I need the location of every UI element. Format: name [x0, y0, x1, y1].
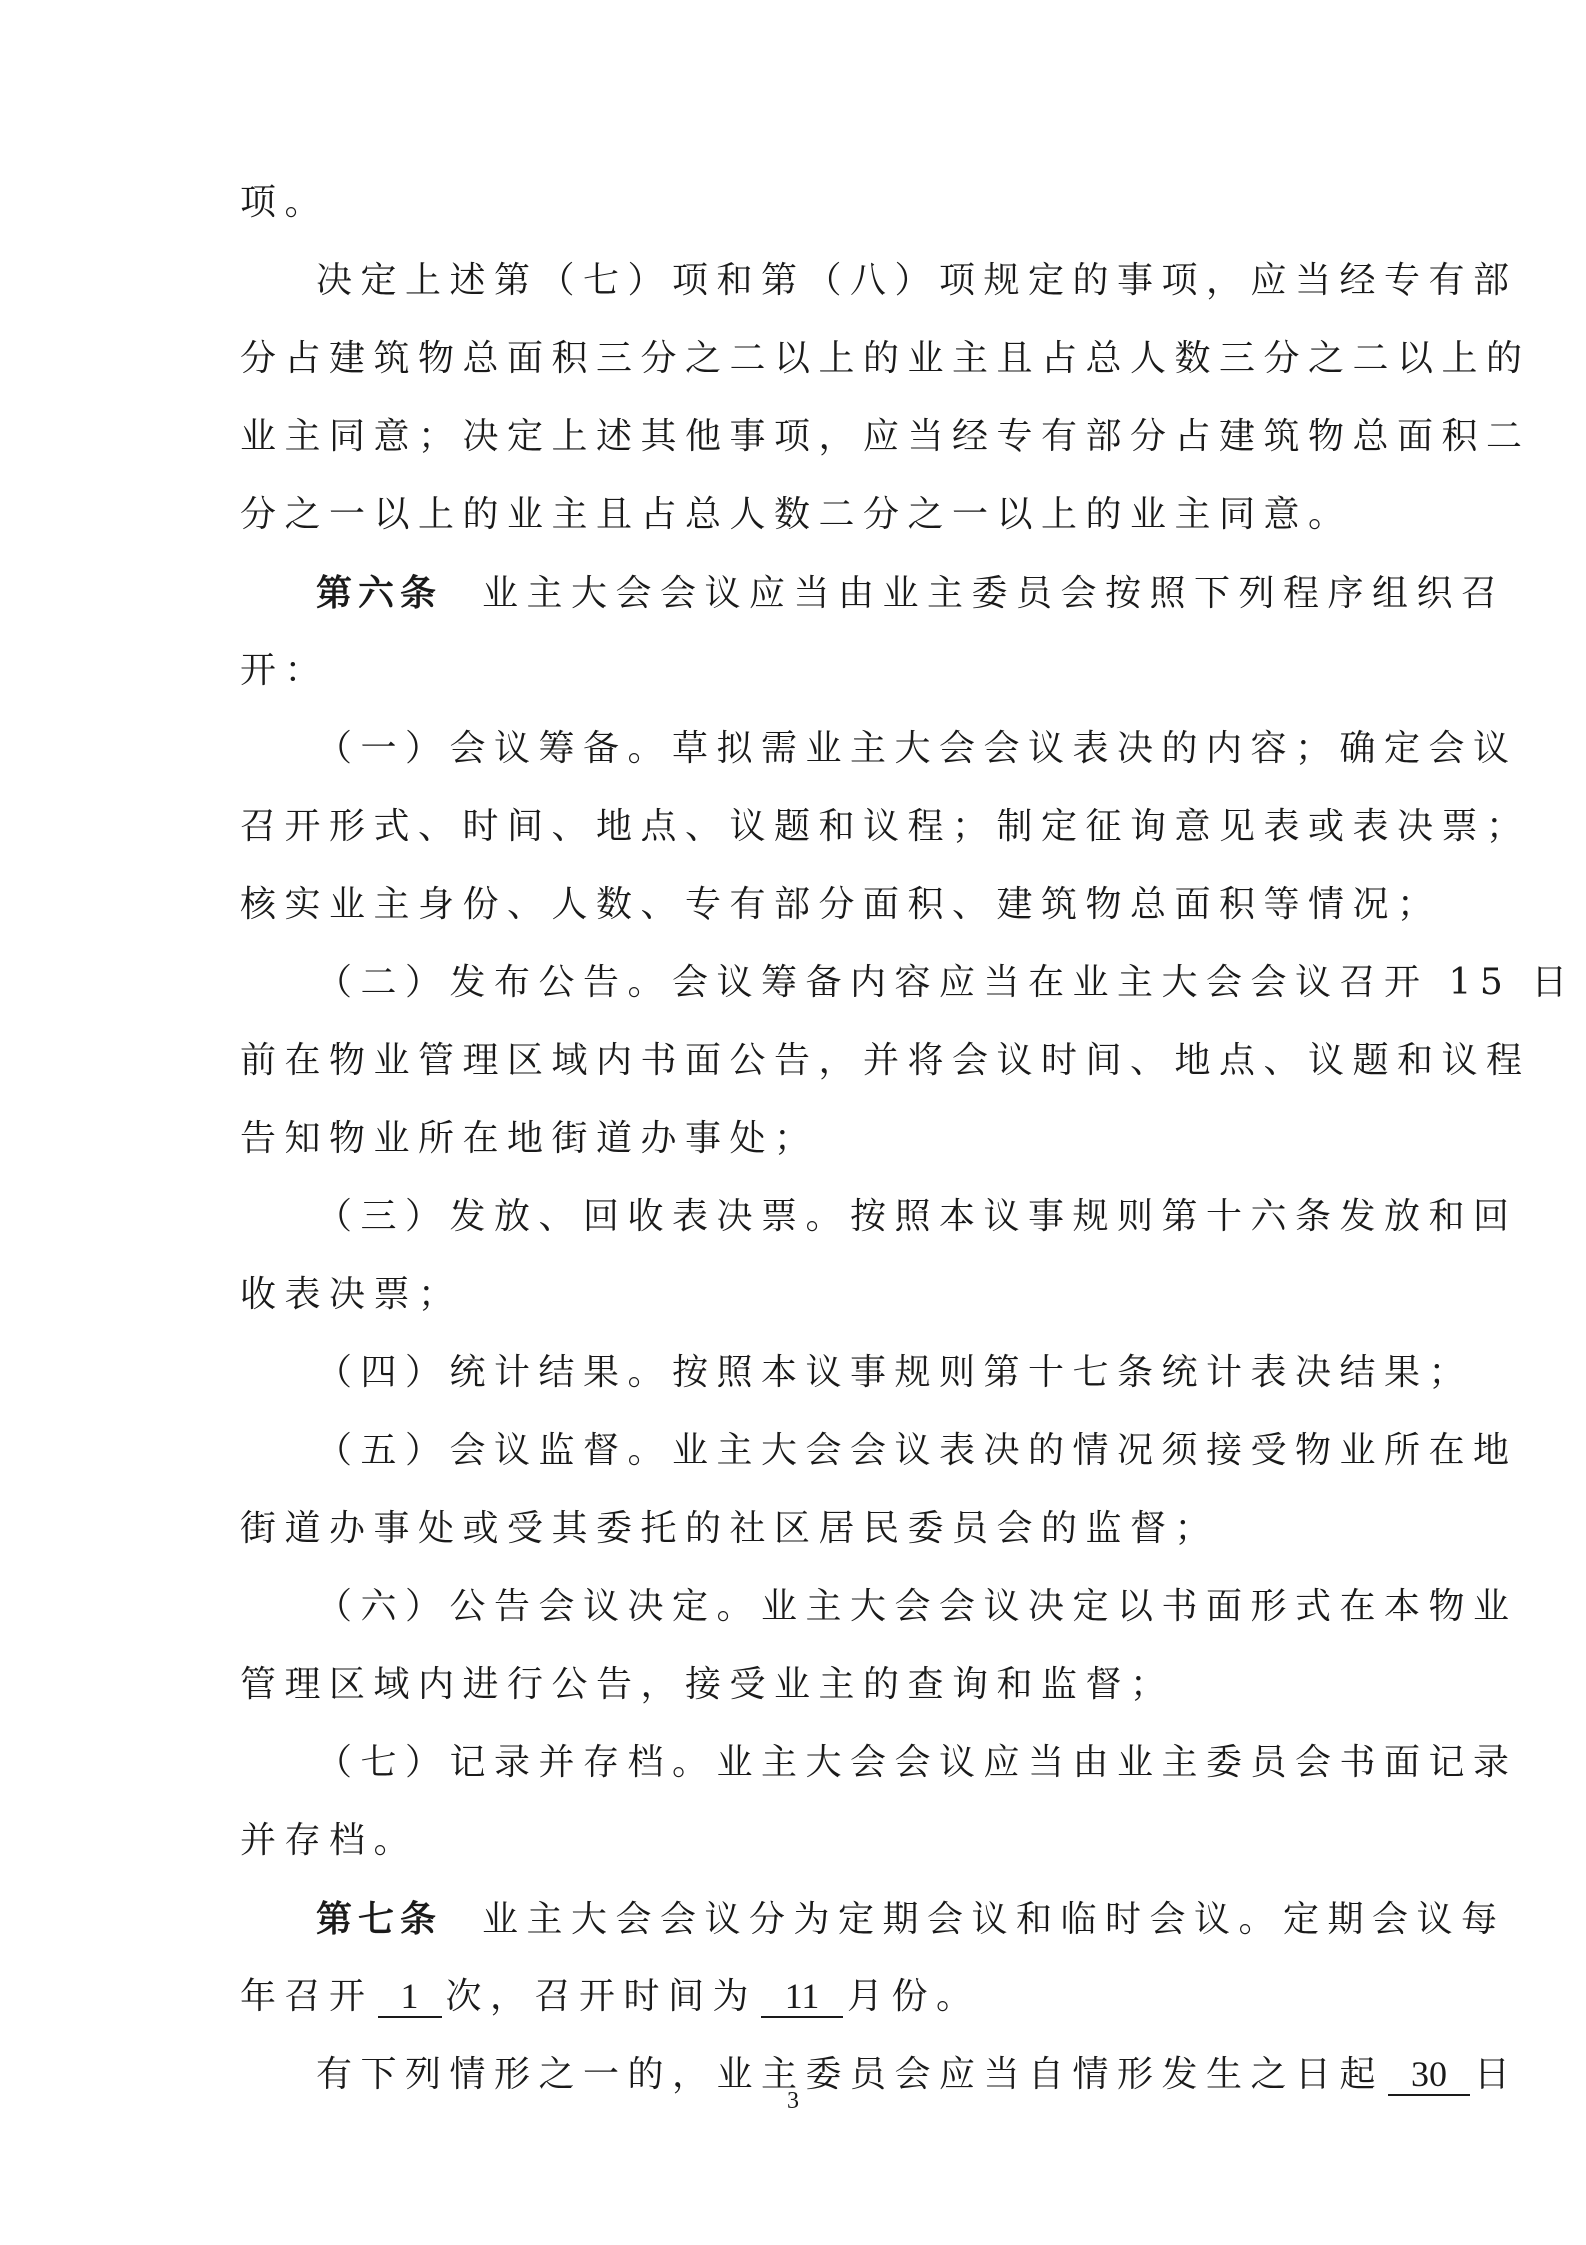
article-7-line: [240, 1974, 1350, 2020]
article-6-item-line: 前在物业管理区域内书面公告，并将会议时间、地点、议题和议程: [240, 1040, 1531, 1081]
paragraph-line: 分之一以上的业主且占总人数二分之一以上的业主同意。: [240, 494, 1353, 535]
article-6-line: [240, 570, 1506, 616]
paragraph-line: 分占建筑物总面积三分之二以上的业主且占总人数三分之二以上的: [240, 338, 1531, 379]
paragraph-line: 业主同意；决定上述其他事项，应当经专有部分占建筑物总面积二: [240, 416, 1531, 457]
article-6-item-line: （三）发放、回收表决票。按照本议事规则第十六条发放和回: [316, 1196, 1518, 1237]
article-6-item-line: （一）会议筹备。草拟需业主大会会议表决的内容；确定会议: [316, 728, 1518, 769]
article-6-text: 业主大会会议应当由业主委员会按照下列程序组织召: [482, 573, 1506, 614]
fill-in-blank: 1: [378, 1976, 442, 2018]
article-6-item-line: （六）公告会议决定。业主大会会议决定以书面形式在本物业: [316, 1586, 1518, 1627]
page-number: 3: [787, 2088, 799, 2114]
article-7-text: 日: [1474, 2054, 1519, 2095]
article-6-item-line: 收表决票；: [240, 1274, 463, 1315]
paragraph-line: 项。: [240, 182, 330, 223]
article-6-item-line: 并存档。: [240, 1820, 419, 1861]
article-6-item-line: （五）会议监督。业主大会会议表决的情况须接受物业所在地: [316, 1430, 1518, 1471]
paragraph-line: 决定上述第（七）项和第（八）项规定的事项，应当经专有部: [316, 260, 1518, 301]
article-6-item-line: 管理区域内进行公告，接受业主的查询和监督；: [240, 1664, 1175, 1705]
article-6-item-line: 核实业主身份、人数、专有部分面积、建筑物总面积等情况；: [240, 884, 1442, 925]
article-6-heading: 第六条: [316, 572, 443, 614]
article-6-item-line: 召开形式、时间、地点、议题和议程；制定征询意见表或表决票；: [240, 806, 1531, 847]
document-page: [240, 180, 1576, 2130]
article-7-text: 有下列情形之一的，业主委员会应当自情形发生之日起: [316, 2054, 1385, 2095]
article-7-text: 月份。: [847, 1976, 981, 2017]
article-6-item-line: （七）记录并存档。业主大会会议应当由业主委员会书面记录: [316, 1742, 1518, 1783]
article-6-item-line: 告知物业所在地街道办事处；: [240, 1118, 819, 1159]
article-7-text: 业主大会会议分为定期会议和临时会议。定期会议每: [482, 1899, 1506, 1940]
fill-in-blank: 30: [1388, 2054, 1470, 2096]
article-6-item-line: （四）统计结果。按照本议事规则第十七条统计表决结果；: [316, 1352, 1474, 1393]
article-6-item-line: （二）发布公告。会议筹备内容应当在业主大会会议召开 15 日: [316, 962, 1576, 1003]
article-6-item-line: 街道办事处或受其委托的社区居民委员会的监督；: [240, 1508, 1220, 1549]
fill-in-blank: 11: [761, 1976, 843, 2018]
article-6-line: 开：: [240, 650, 330, 691]
article-7-heading: 第七条: [316, 1898, 443, 1940]
article-7-text: 次，召开时间为: [445, 1976, 758, 2017]
article-7-text: 年召开: [240, 1976, 374, 2017]
article-7-line: [240, 1896, 1506, 1942]
